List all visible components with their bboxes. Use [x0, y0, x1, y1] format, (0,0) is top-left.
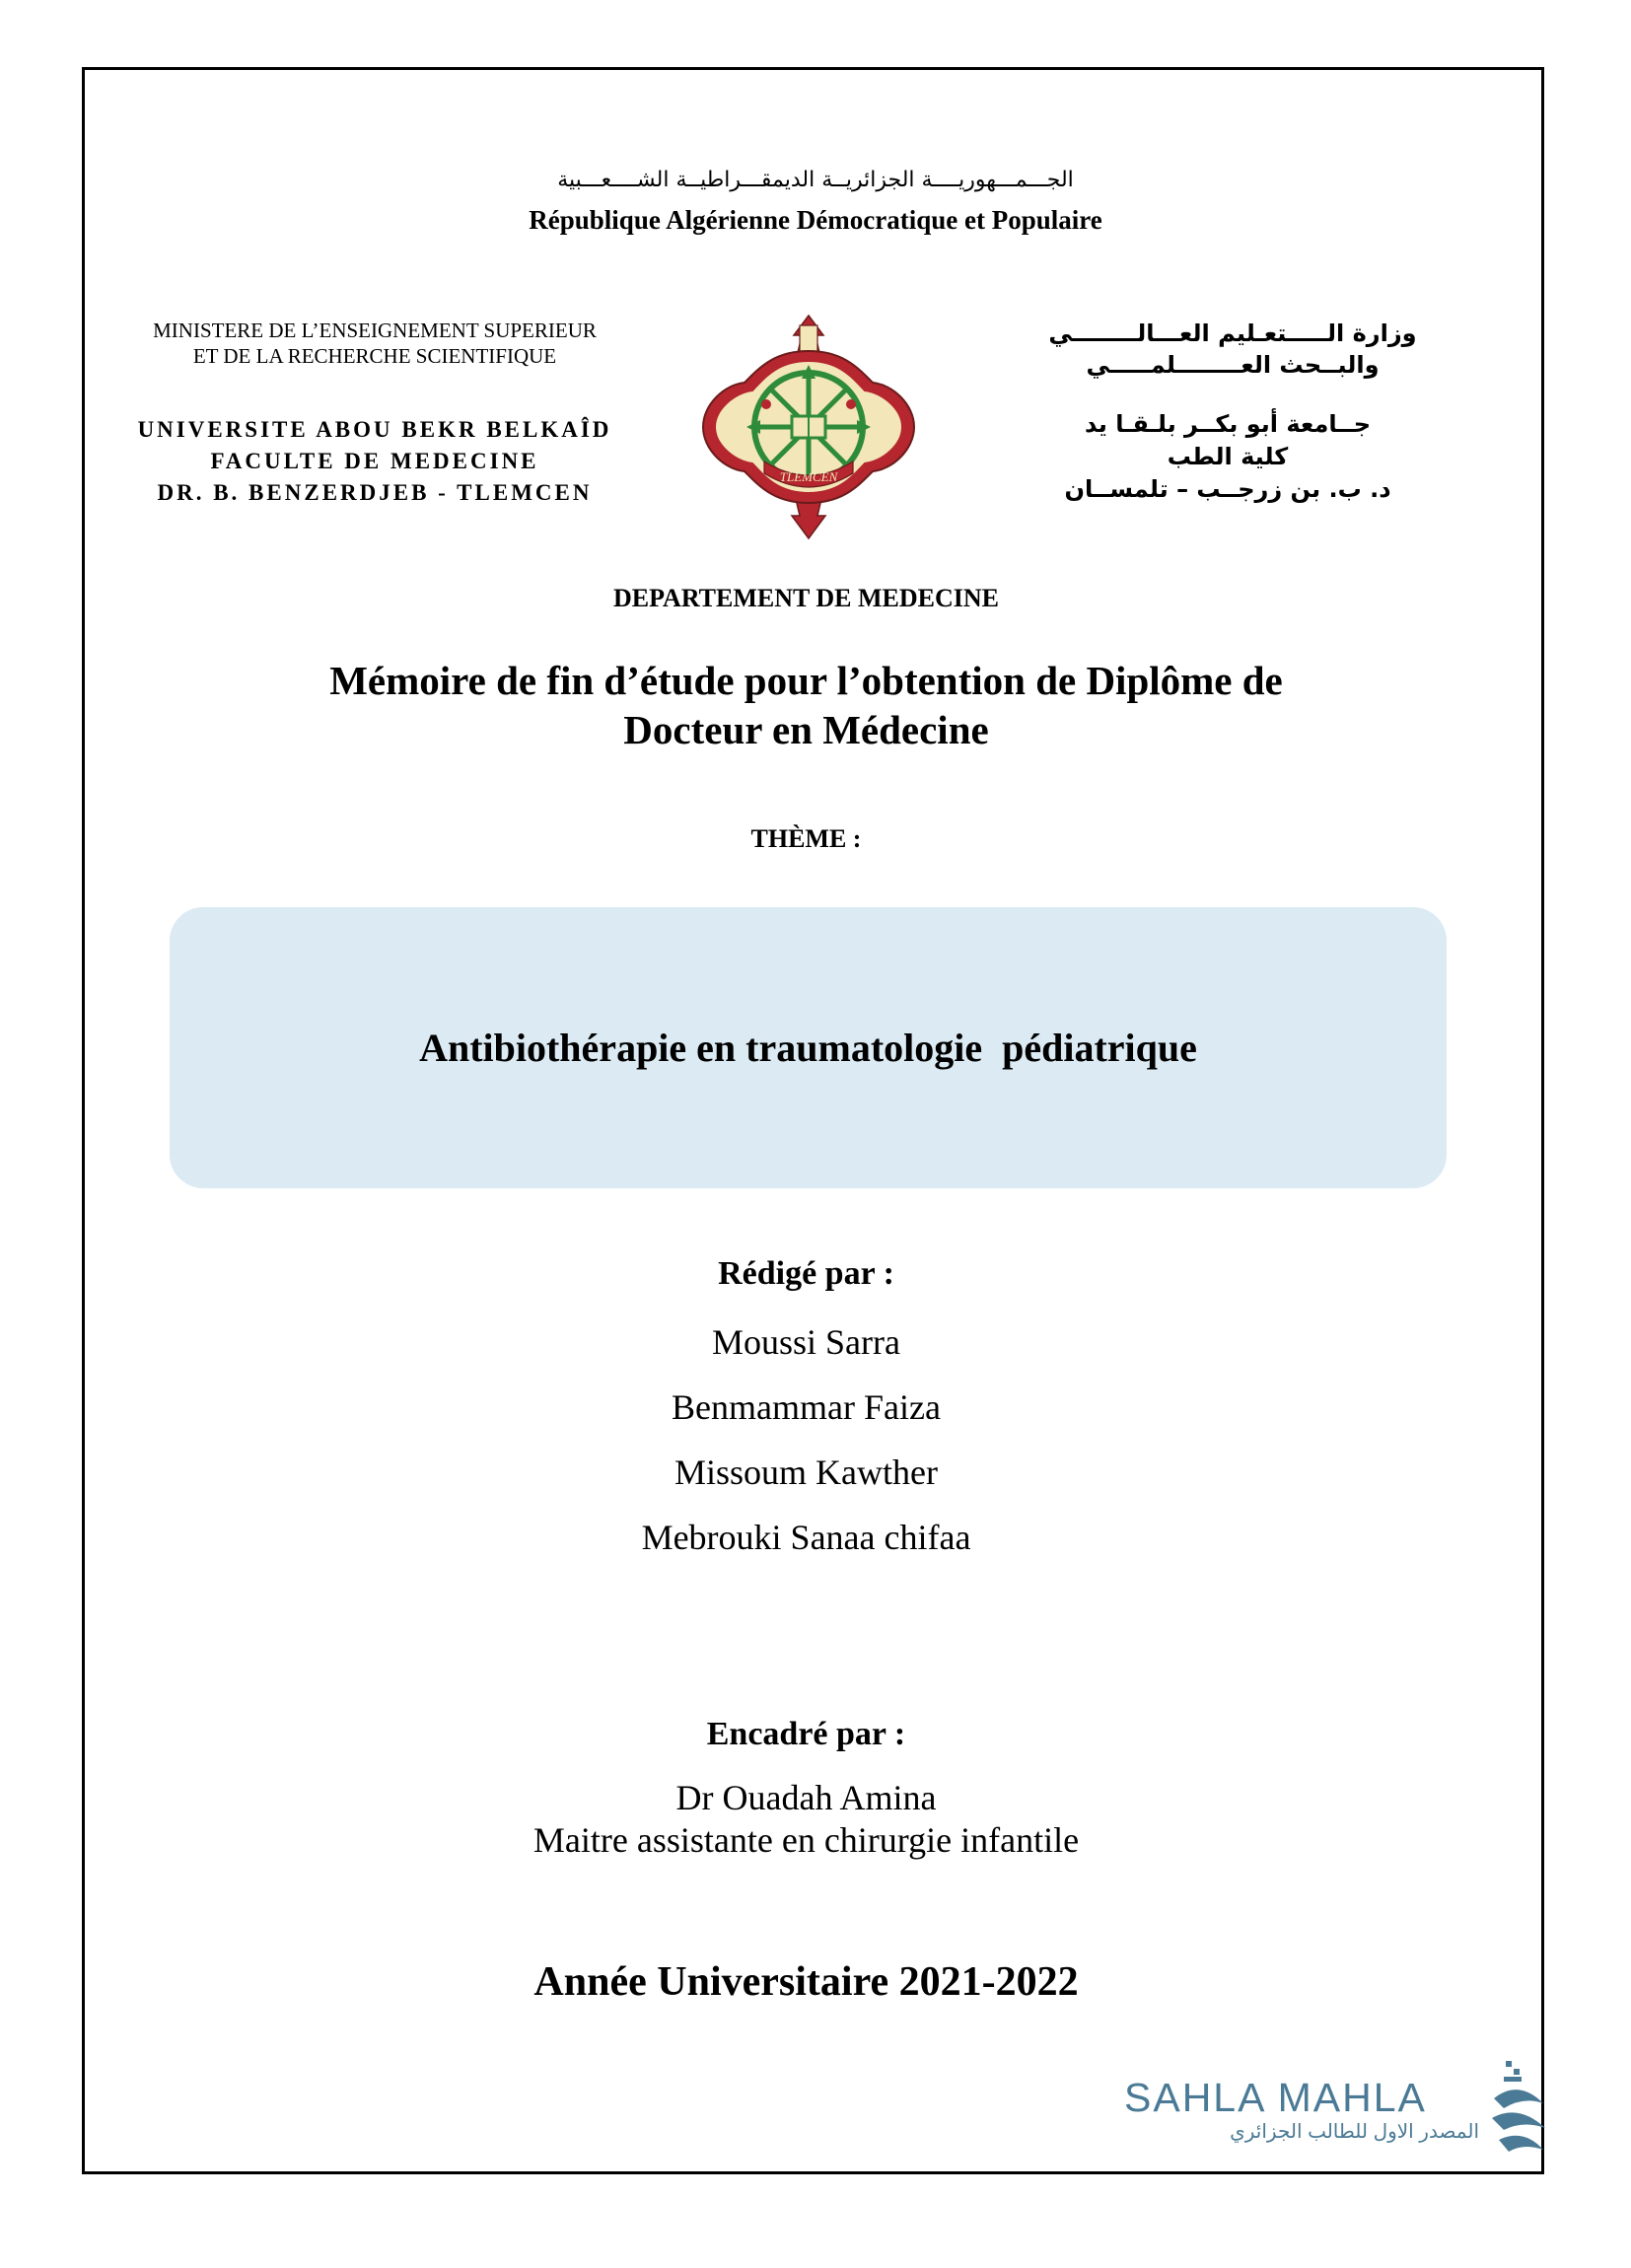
watermark-logo-icon: [1484, 2059, 1553, 2158]
university-fr-line3: DR. B. BENZERDJEB - TLEMCEN: [157, 480, 593, 505]
university-ar-line2: كلية الطب: [1167, 443, 1289, 470]
emblem-svg: [695, 314, 922, 540]
university-french: [94, 414, 656, 509]
watermark-tagline: المصدر الاول للطالب الجزائري: [1230, 2121, 1479, 2143]
university-emblem: [695, 314, 922, 540]
sahla-mahla-watermark: [1124, 2076, 1479, 2144]
memoire-line1: Mémoire de fin d’étude pour l’obtention de Diplôme de: [329, 658, 1283, 703]
ministry-ar-line2: والبــحث العــــــــلمـــــي: [1086, 351, 1380, 379]
memoire-title: [0, 656, 1612, 754]
ministry-french: [99, 318, 651, 369]
theme-title: Antibiothérapie en traumatologie pédiatrique: [419, 1026, 1197, 1070]
emblem-banner-text: TLEMCEN: [779, 469, 838, 484]
author-name: Mebrouki Sanaa chifaa: [641, 1518, 971, 1557]
ministry-ar-line1: وزارة الـــــتعـليم العـــالــــــــي: [1048, 319, 1417, 347]
department: DEPARTEMENT DE MEDECINE: [612, 584, 1000, 612]
supervisor-label: Encadré par :: [706, 1716, 906, 1752]
academic-year: Année Universitaire 2021-2022: [533, 1959, 1079, 2005]
university-fr-line1: UNIVERSITE ABOU BEKR BELKAÎD: [137, 417, 612, 442]
theme-label: THÈME :: [750, 824, 862, 853]
watermark-brand: SAHLA MAHLA: [1124, 2075, 1427, 2120]
supervisor-name: Dr Ouadah Amina: [675, 1778, 937, 1817]
republic-french: République Algérienne Démocratique et Populaire: [529, 205, 1102, 235]
supervisor-title: Maitre assistante en chirurgie infantile: [532, 1820, 1080, 1860]
theme-box: [170, 907, 1447, 1188]
ministry-fr-line2: ET DE LA RECHERCHE SCIENTIFIQUE: [192, 344, 557, 368]
ministry-fr-line1: MINISTERE DE L’ENSEIGNEMENT SUPERIEUR: [153, 319, 597, 342]
author-name: Moussi Sarra: [712, 1322, 900, 1362]
author-name: Benmammar Faiza: [672, 1387, 941, 1427]
memoire-line2: Docteur en Médecine: [623, 707, 989, 752]
author-name: Missoum Kawther: [674, 1453, 938, 1492]
authors-label: Rédigé par :: [718, 1255, 894, 1292]
republic-arabic: الجـــمـــهوريــــة الجزائريــة الديمقـــراطيــة الشــــعـــبية: [557, 168, 1074, 192]
university-fr-line2: FACULTE DE MEDECINE: [210, 449, 539, 473]
university-ar-line3: د. ب. بن زرجــب – تلمســان: [1064, 475, 1391, 503]
ministry-arabic: [1026, 318, 1440, 381]
university-ar-line1: جــامعة أبو بكــر بلـقـا يد: [1084, 410, 1372, 438]
university-arabic: [1045, 408, 1410, 506]
